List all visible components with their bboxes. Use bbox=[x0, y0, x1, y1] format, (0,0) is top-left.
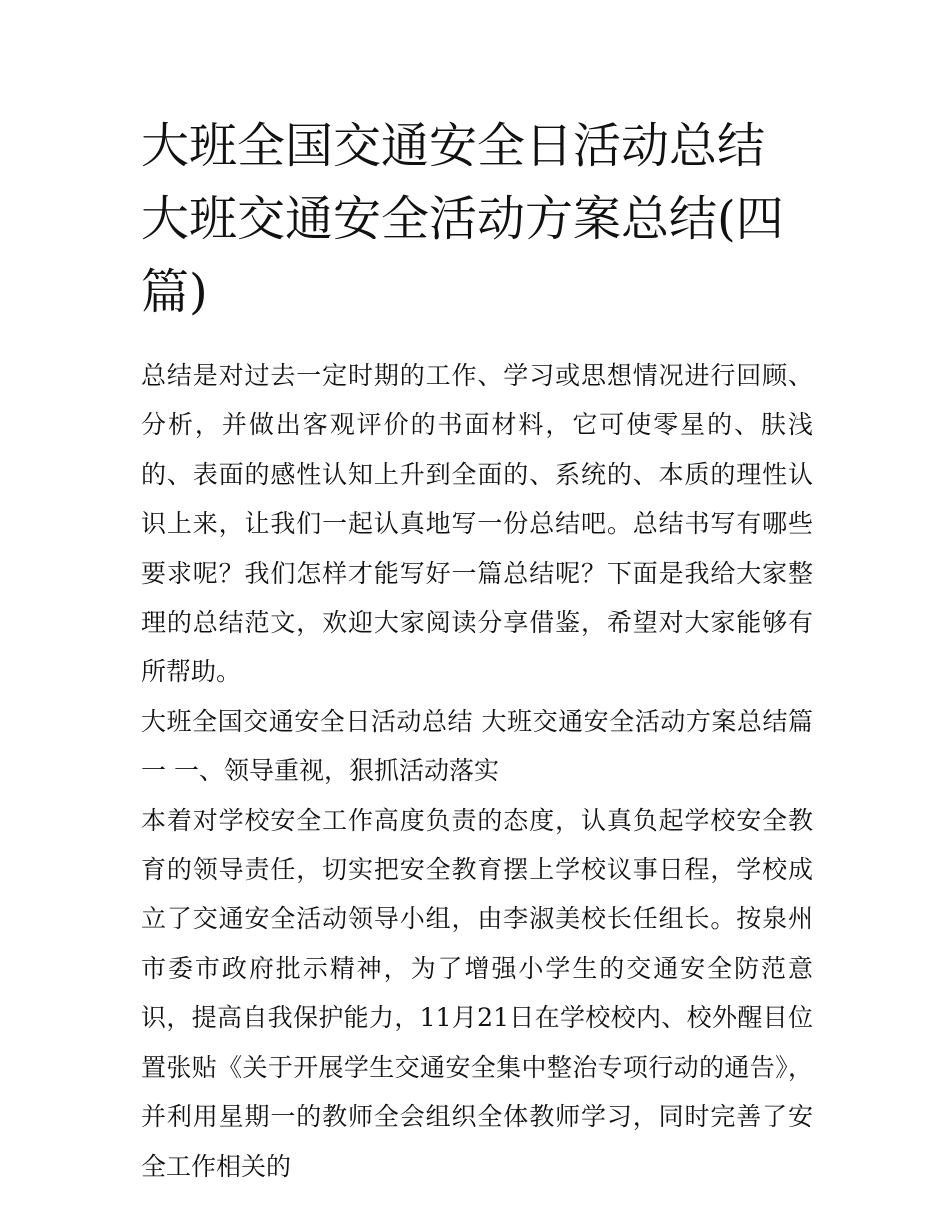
document-title bbox=[141, 110, 813, 329]
section-paragraph: 本着对学校安全工作高度负责的态度，认真负起学校安全教育的领导责任，切实把安全教育摆上学校议事日程，学校成立了交通安全活动领导小组，由李淑美校长任组长。按泉州市委市政府批示精神，为了增强小学生的交通安全防范意识，提高自我保护能力，11月21日在学校校内、校外醒目位置张贴《关于开展学生交通安全集中整治专项行动的通告》，并利用星期一的教师全会组织全体教师学习，同时完善了安全工作相关的 bbox=[141, 805, 813, 1181]
title-line-2: 大班交通安全活动方案总结(四 bbox=[141, 191, 784, 247]
section-heading: 大班全国交通安全日活动总结 大班交通安全活动方案总结篇一 一、领导重视，狠抓活动落实 bbox=[141, 706, 813, 786]
title-line-1: 大班全国交通安全日活动总结 bbox=[141, 118, 766, 174]
intro-paragraph: 总结是对过去一定时期的工作、学习或思想情况进行回顾、分析，并做出客观评价的书面材料，它可使零星的、肤浅的、表面的感性认知上升到全面的、系统的、本质的理性认识上来，让我们一起认真地写一份总结吧。总结书写有哪些要求呢？我们怎样才能写好一篇总结呢？下面是我给大家整理的总结范文，欢迎大家阅读分享借鉴，希望对大家能够有所帮助。 bbox=[141, 361, 813, 687]
title-line-3: 篇) bbox=[141, 264, 208, 320]
document-body bbox=[141, 351, 813, 1191]
document-page bbox=[141, 110, 813, 1191]
